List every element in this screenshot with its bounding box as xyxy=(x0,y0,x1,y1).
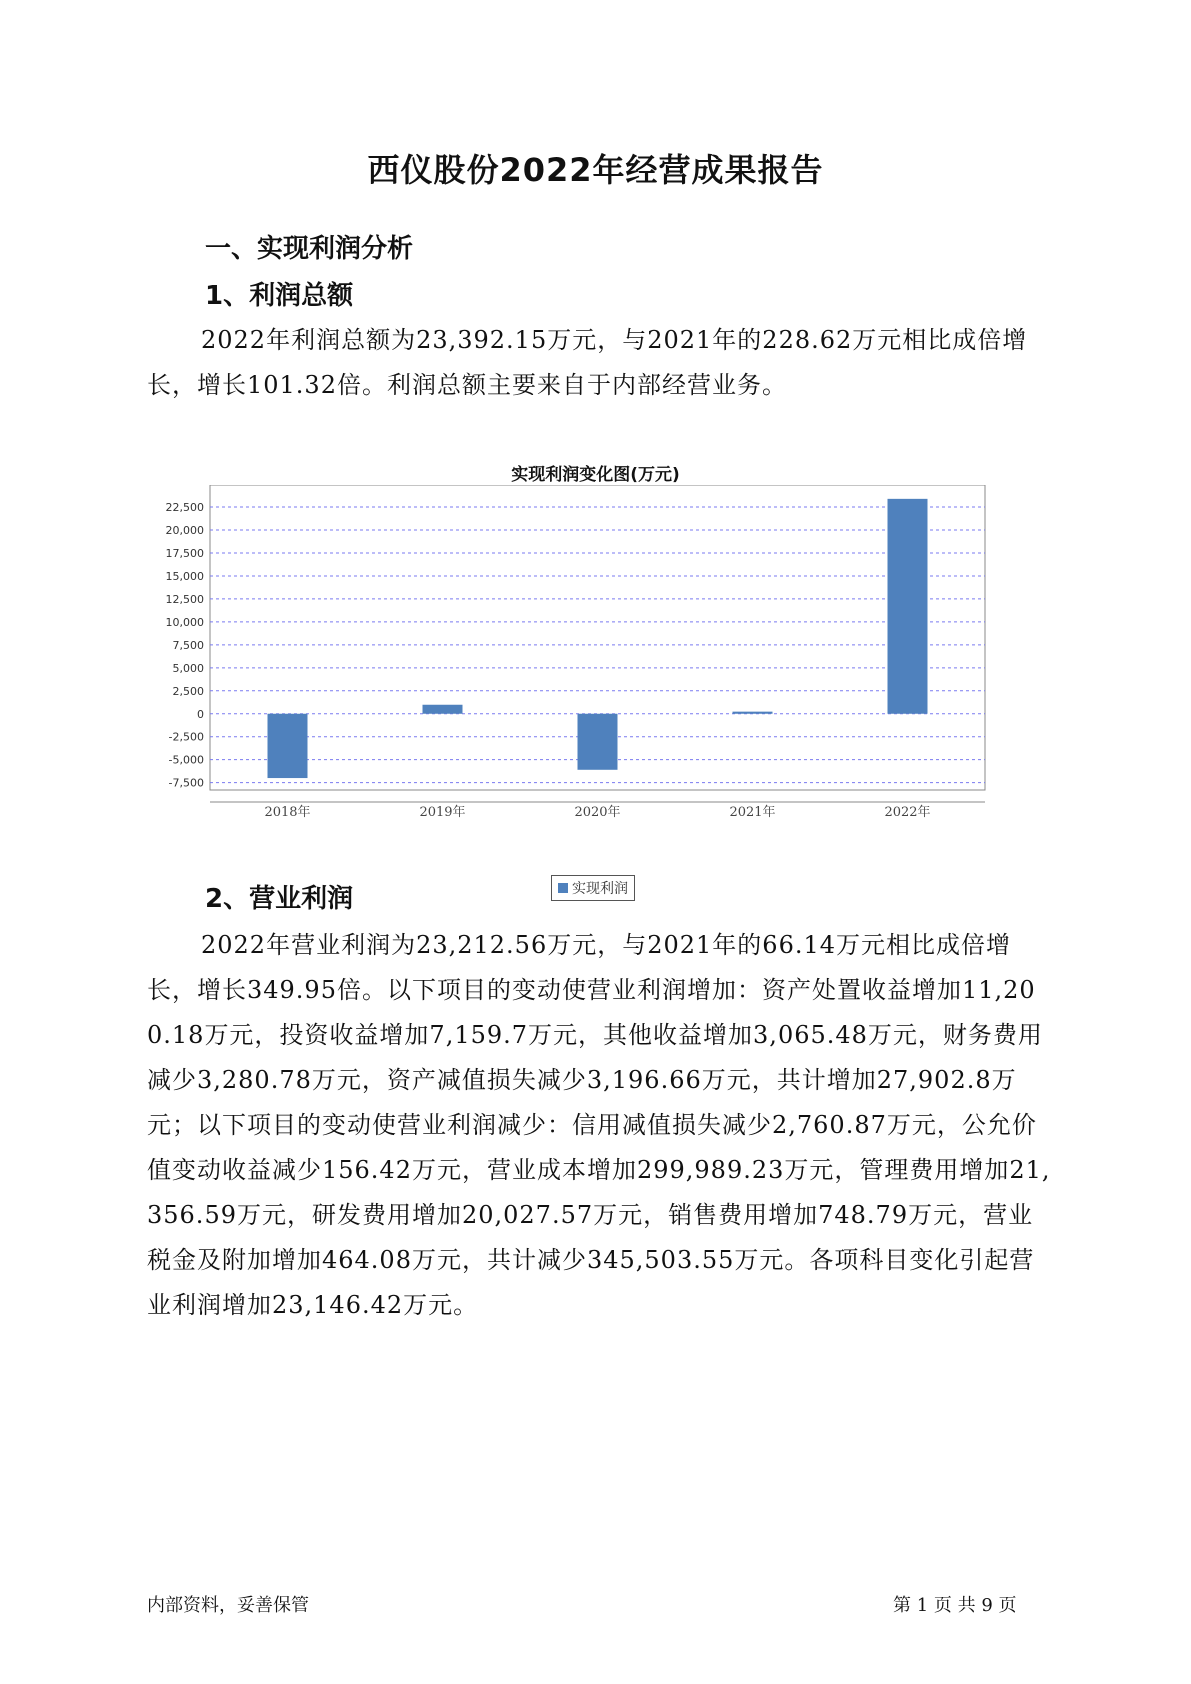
profit-bar-chart xyxy=(160,485,1020,875)
operating-profit-paragraph: 2022年营业利润为23,212.56万元，与2021年的66.14万元相比成倍增长，增长349.95倍。以下项目的变动使营业利润增加：资产处置收益增加11,200.18万元，投资收益增加7,159.7万元，其他收益增加3,065.48万元，财务费用减少3,280.78万元，资产减值损失减少3,196.66万元，共计增加27,902.8万元；以下项目的变动使营业利润减少：信用减值损失减少2,760.87万元，公允价值变动收益减少156.42万元，营业成本增加299,989.23万元，管理费用增加21,356.59万元，研发费用增加20,027.57万元，销售费用增加748.79万元，营业税金及附加增加464.08万元，共计减少345,503.55万元。各项科目变化引起营业利润增加23,146.42万元。 xyxy=(147,931,1051,1319)
bar-2022年 xyxy=(888,499,928,714)
x-tick-label: 2019年 xyxy=(419,805,466,820)
y-tick-label: 17,500 xyxy=(165,546,204,560)
subsection-heading-operating-profit: 2、营业利润 xyxy=(205,884,354,914)
bar-2019年 xyxy=(423,705,463,714)
chart-title: 实现利润变化图(万元) xyxy=(511,465,680,485)
x-tick-label: 2022年 xyxy=(884,805,931,820)
y-tick-label: 20,000 xyxy=(165,524,204,538)
bar-2021年 xyxy=(733,712,773,714)
footer-page-number: 第 1 页 共 9 页 xyxy=(893,1595,1017,1616)
y-tick-label: 5,000 xyxy=(172,661,204,675)
section-heading: 一、实现利润分析 xyxy=(205,234,414,264)
bar-2020年 xyxy=(578,714,618,770)
x-tick-label: 2020年 xyxy=(574,805,621,820)
y-tick-label: 22,500 xyxy=(165,501,204,515)
y-tick-label: 15,000 xyxy=(165,569,204,583)
chart-legend xyxy=(551,875,635,901)
footer-confidential-note: 内部资料，妥善保管 xyxy=(147,1595,309,1616)
y-tick-label: -7,500 xyxy=(168,776,204,790)
page-title: 西仪股份2022年经营成果报告 xyxy=(367,151,824,189)
y-tick-label: 2,500 xyxy=(172,684,204,698)
legend-label: 实现利润 xyxy=(572,881,628,897)
bar-2018年 xyxy=(268,714,308,778)
y-tick-label: -2,500 xyxy=(168,730,204,744)
subsection-heading-total-profit: 1、利润总额 xyxy=(205,281,354,311)
y-tick-label: 7,500 xyxy=(172,638,204,652)
total-profit-paragraph: 2022年利润总额为23,392.15万元，与2021年的228.62万元相比成倍增长，增长101.32倍。利润总额主要来自于内部经营业务。 xyxy=(147,326,1028,399)
y-tick-label: 10,000 xyxy=(165,615,204,629)
x-tick-label: 2018年 xyxy=(264,805,311,820)
y-tick-label: 12,500 xyxy=(165,592,204,606)
y-tick-label: 0 xyxy=(197,707,204,721)
legend-swatch xyxy=(558,883,568,893)
y-tick-label: -5,000 xyxy=(168,753,204,767)
x-tick-label: 2021年 xyxy=(729,805,776,820)
